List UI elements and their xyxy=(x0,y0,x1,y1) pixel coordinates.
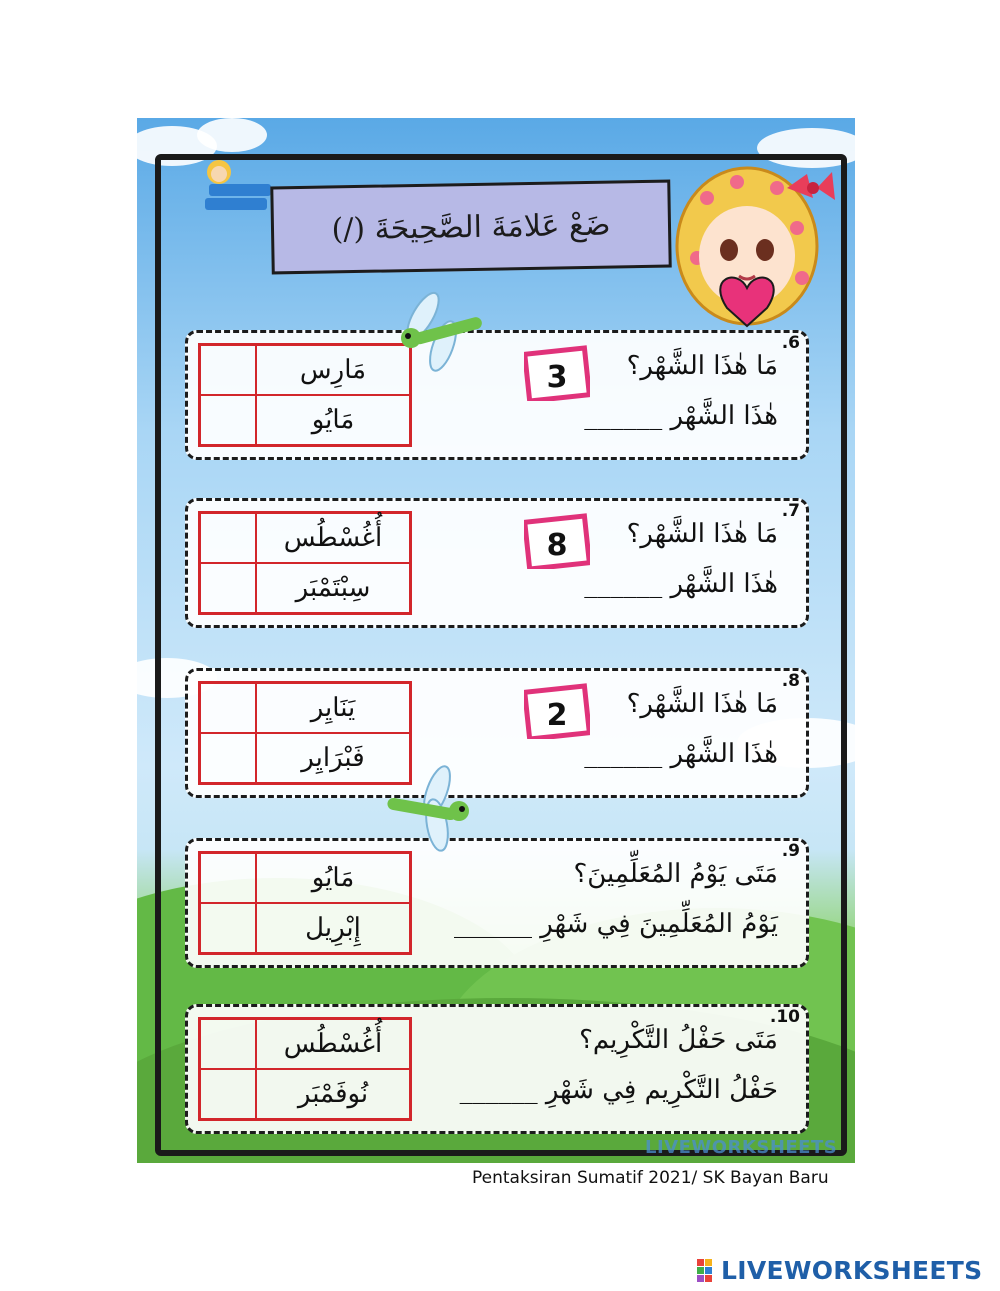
option-label: مَايُو xyxy=(256,395,410,445)
question-6-box xyxy=(185,330,809,460)
liveworksheets-icon xyxy=(697,1259,721,1283)
answer-prefix: هٰذَا الشَّهْر xyxy=(670,739,778,769)
checkbox-option-2[interactable] xyxy=(200,563,256,613)
checkbox-option-2[interactable] xyxy=(200,733,256,783)
dragonfly-icon xyxy=(387,763,477,853)
answer-prefix: هٰذَا الشَّهْر xyxy=(670,401,778,431)
question-number: .9 xyxy=(781,841,800,861)
question-number: .8 xyxy=(781,671,800,691)
question-text: مَا هٰذَا الشَّهْر؟ xyxy=(626,351,778,381)
question-10-box xyxy=(185,1004,809,1134)
answer-prefix: يَوْمُ المُعَلِّمِينَ فِي شَهْرِ xyxy=(540,909,778,939)
answer-sentence xyxy=(584,569,778,599)
watermark: LIVEWORKSHEETS xyxy=(645,1137,838,1158)
checkbox-option-2[interactable] xyxy=(200,395,256,445)
instruction-text: ضَعْ عَلامَةَ الصَّحِيحَةَ (/) xyxy=(331,207,611,247)
instruction-banner xyxy=(270,180,671,275)
calendar-number: 2 xyxy=(546,698,568,733)
answer-blank[interactable]: ______ xyxy=(453,909,532,939)
cloud xyxy=(197,118,267,152)
calendar-number: 8 xyxy=(546,528,568,563)
checkbox-option-1[interactable] xyxy=(200,1019,256,1069)
answer-prefix: هٰذَا الشَّهْر xyxy=(670,569,778,599)
checkbox-option-2[interactable] xyxy=(200,903,256,953)
option-label: أُغُسْطُس xyxy=(256,513,410,563)
answer-options-table xyxy=(198,1017,412,1121)
calendar-icon xyxy=(524,343,590,401)
checkbox-option-1[interactable] xyxy=(200,853,256,903)
checkbox-option-2[interactable] xyxy=(200,1069,256,1119)
question-number: .10 xyxy=(769,1007,800,1027)
option-label: إِبْرِيل xyxy=(256,903,410,953)
answer-options-table xyxy=(198,851,412,955)
answer-sentence xyxy=(454,909,778,939)
answer-options-table xyxy=(198,681,412,785)
answer-sentence xyxy=(584,401,778,431)
option-label: فَبْرَايِر xyxy=(256,733,410,783)
option-label: نُوفَمْبَر xyxy=(256,1069,410,1119)
brand-text: LIVEWORKSHEETS xyxy=(721,1256,983,1285)
answer-prefix: حَفْلُ التَّكْرِيم فِي شَهْرِ xyxy=(545,1075,778,1105)
checkbox-option-1[interactable] xyxy=(200,345,256,395)
option-label: سِبْتَمْبَر xyxy=(256,563,410,613)
question-7-box xyxy=(185,498,809,628)
calendar-icon xyxy=(524,511,590,569)
footer-text: Pentaksiran Sumatif 2021/ SK Bayan Baru xyxy=(472,1168,829,1188)
answer-sentence xyxy=(584,739,778,769)
option-label: أُغُسْطُس xyxy=(256,1019,410,1069)
answer-blank[interactable]: ______ xyxy=(584,401,663,431)
option-label: مَايُو xyxy=(256,853,410,903)
question-text: مَتَى يَوْمُ المُعَلِّمِينَ؟ xyxy=(573,859,778,889)
answer-sentence xyxy=(460,1075,778,1105)
ustazah-scooter-logo xyxy=(195,156,275,214)
question-number: .6 xyxy=(781,333,800,353)
answer-blank[interactable]: ______ xyxy=(459,1075,538,1105)
question-number: .7 xyxy=(781,501,800,521)
question-text: مَا هٰذَا الشَّهْر؟ xyxy=(626,519,778,549)
answer-options-table xyxy=(198,343,412,447)
option-label: يَنَايِر xyxy=(256,683,410,733)
question-text: مَتَى حَفْلُ التَّكْرِيم؟ xyxy=(579,1025,778,1055)
checkbox-option-1[interactable] xyxy=(200,513,256,563)
dragonfly-icon xyxy=(393,286,483,376)
liveworksheets-logo[interactable] xyxy=(697,1256,982,1285)
question-text: مَا هٰذَا الشَّهْر؟ xyxy=(626,689,778,719)
answer-blank[interactable]: ______ xyxy=(584,739,663,769)
question-9-box xyxy=(185,838,809,968)
calendar-number: 3 xyxy=(546,360,568,395)
checkbox-option-1[interactable] xyxy=(200,683,256,733)
question-8-box xyxy=(185,668,809,798)
option-label: مَارِس xyxy=(256,345,410,395)
girl-with-heart-illustration xyxy=(667,158,837,330)
answer-options-table xyxy=(198,511,412,615)
worksheet-page xyxy=(137,118,855,1163)
answer-blank[interactable]: ______ xyxy=(584,569,663,599)
calendar-icon xyxy=(524,681,590,739)
